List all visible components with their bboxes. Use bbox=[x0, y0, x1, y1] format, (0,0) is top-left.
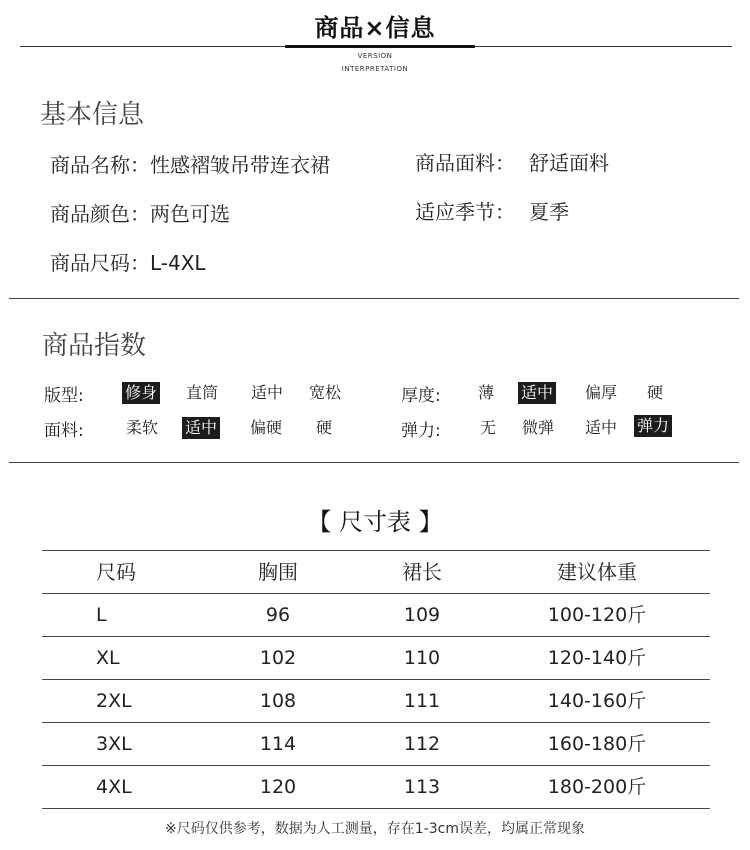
table-cell: 108 bbox=[259, 690, 297, 712]
table-cell: 2XL bbox=[96, 690, 132, 712]
table-row bbox=[42, 680, 710, 723]
info-label: 商品颜色： bbox=[50, 202, 150, 226]
table-cell: 4XL bbox=[96, 776, 132, 798]
basic-info-title: 基本信息 bbox=[40, 100, 145, 130]
table-cell: 110 bbox=[403, 647, 441, 669]
index-elasticity-option-slight: 微弹 bbox=[522, 418, 555, 437]
page-title: 商品×信息 bbox=[314, 14, 436, 42]
info-value: L-4XL bbox=[150, 251, 206, 275]
header-subtitle-version: VERSION bbox=[357, 52, 393, 60]
size-footnote: ※尺码仅供参考，数据为人工测量，存在1-3cm误差，均属正常现象 bbox=[165, 821, 585, 837]
table-cell: 100-120斤 bbox=[547, 604, 647, 626]
index-fabric-option-hard: 硬 bbox=[316, 418, 333, 437]
index-thickness-option-medium: 适中 bbox=[518, 382, 556, 404]
table-header-cell: 建议体重 bbox=[557, 560, 637, 584]
table-cell: 120-140斤 bbox=[547, 647, 647, 669]
index-thickness-option-hard: 硬 bbox=[647, 383, 664, 402]
table-cell: 96 bbox=[265, 604, 291, 626]
index-fabric-label: 面料: bbox=[44, 421, 84, 441]
info-label: 商品尺码： bbox=[50, 251, 150, 275]
index-thickness-option-thin: 薄 bbox=[478, 383, 495, 402]
table-cell: 112 bbox=[403, 733, 441, 755]
index-fit-option-straight: 直筒 bbox=[186, 383, 219, 402]
info-label: 适应季节： bbox=[415, 200, 515, 224]
table-row bbox=[42, 637, 710, 680]
index-elasticity-option-none: 无 bbox=[480, 418, 497, 437]
table-header-row bbox=[42, 550, 710, 594]
section-divider bbox=[9, 298, 739, 299]
table-cell: 140-160斤 bbox=[547, 690, 647, 712]
info-value: 舒适面料 bbox=[529, 151, 609, 175]
table-cell: L bbox=[96, 604, 107, 626]
size-table bbox=[42, 550, 710, 809]
index-fabric-option-stiffish: 偏硬 bbox=[250, 418, 283, 437]
table-cell: 180-200斤 bbox=[547, 776, 647, 798]
index-fit-option-slim: 修身 bbox=[122, 382, 160, 404]
info-value: 两色可选 bbox=[150, 202, 230, 226]
info-product-season bbox=[415, 196, 569, 225]
index-thickness-label: 厚度: bbox=[401, 386, 441, 406]
table-cell: 102 bbox=[259, 647, 297, 669]
info-product-name bbox=[50, 149, 330, 178]
table-cell: XL bbox=[96, 647, 120, 669]
index-elasticity-label: 弹力: bbox=[401, 421, 441, 441]
table-row bbox=[42, 594, 710, 637]
table-cell: 3XL bbox=[96, 733, 132, 755]
info-label: 商品名称： bbox=[50, 153, 150, 177]
info-product-color bbox=[50, 198, 230, 227]
info-product-size bbox=[50, 247, 206, 276]
index-elasticity-option-stretch: 弹力 bbox=[634, 415, 672, 437]
table-header-cell: 尺码 bbox=[96, 560, 136, 584]
index-fabric-option-medium: 适中 bbox=[182, 417, 220, 439]
table-cell: 114 bbox=[259, 733, 297, 755]
table-cell: 120 bbox=[259, 776, 297, 798]
index-title: 商品指数 bbox=[42, 331, 147, 361]
table-cell: 109 bbox=[403, 604, 441, 626]
table-header-cell: 胸围 bbox=[258, 560, 298, 584]
size-table-title: 【 尺寸表 】 bbox=[307, 508, 443, 536]
table-row bbox=[42, 766, 710, 809]
index-fabric-option-soft: 柔软 bbox=[126, 418, 159, 437]
table-cell: 111 bbox=[403, 690, 441, 712]
info-product-fabric bbox=[415, 147, 609, 176]
index-elasticity-option-medium: 适中 bbox=[585, 418, 618, 437]
index-fit-option-medium: 适中 bbox=[251, 383, 284, 402]
index-thickness-option-thick: 偏厚 bbox=[585, 383, 618, 402]
index-fit-option-loose: 宽松 bbox=[309, 383, 342, 402]
table-row bbox=[42, 723, 710, 766]
table-header-cell: 裙长 bbox=[402, 560, 442, 584]
section-divider bbox=[9, 462, 739, 463]
header-rule-accent bbox=[285, 45, 475, 48]
header-subtitle-interpretation: INTERPRETATION bbox=[341, 65, 409, 73]
table-cell: 160-180斤 bbox=[547, 733, 647, 755]
table-cell: 113 bbox=[403, 776, 441, 798]
info-label: 商品面料： bbox=[415, 151, 515, 175]
index-fit-label: 版型: bbox=[44, 386, 84, 406]
info-value: 性感褶皱吊带连衣裙 bbox=[150, 153, 330, 177]
info-value: 夏季 bbox=[529, 200, 569, 224]
